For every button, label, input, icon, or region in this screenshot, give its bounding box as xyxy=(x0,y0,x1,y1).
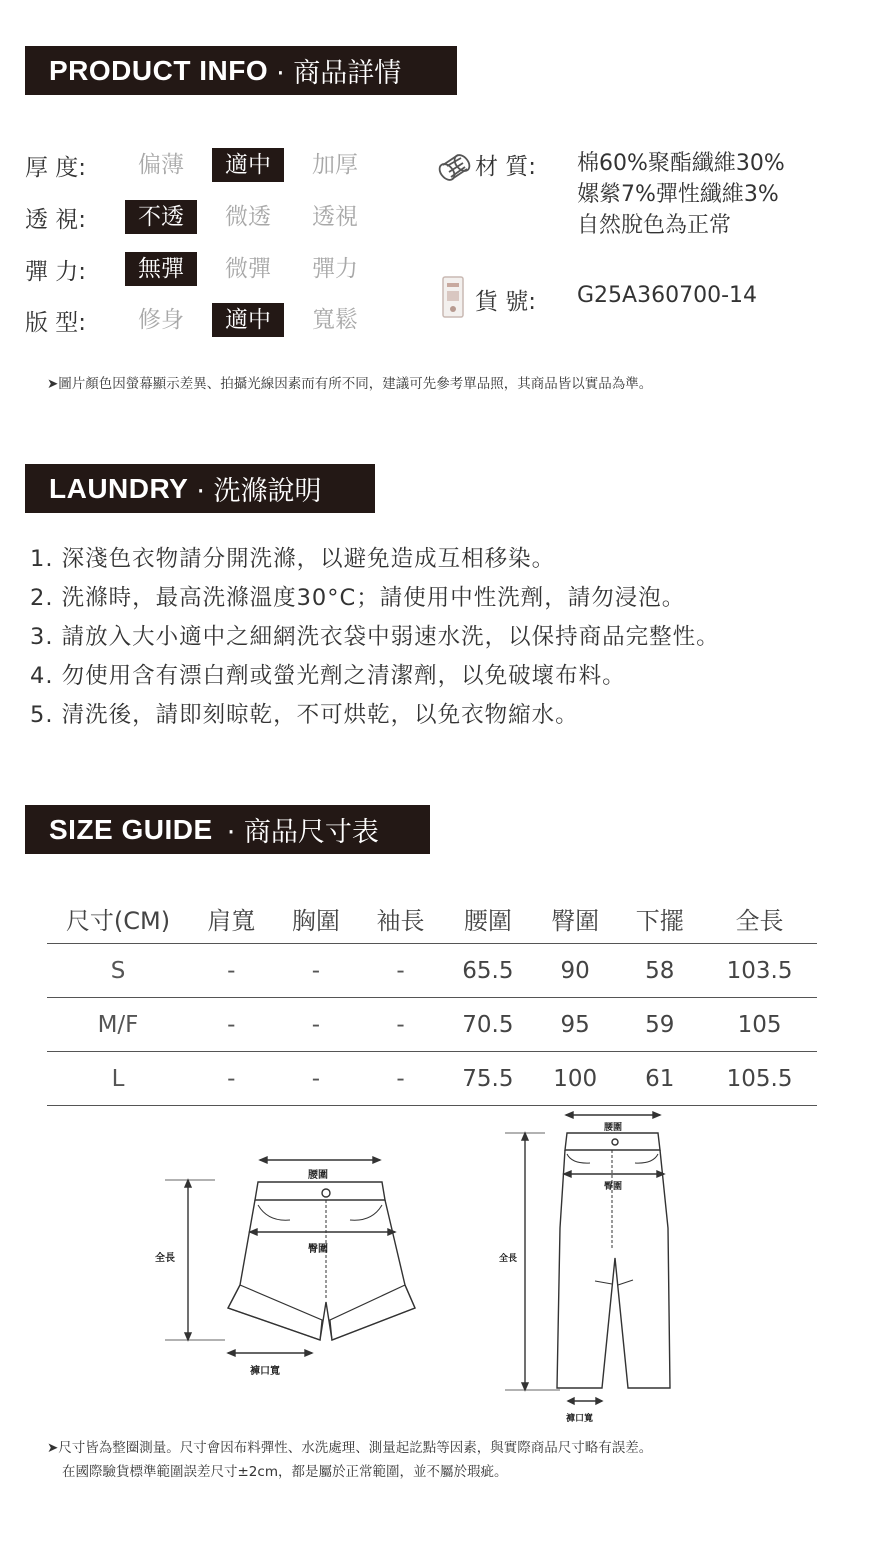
size-table-cell: 105.5 xyxy=(702,1052,817,1106)
size-table-cell: 59 xyxy=(618,998,703,1052)
size-note-line2: 在國際驗貨標準範圍誤差尺寸±2cm，都是屬於正常範圍，並不屬於瑕疵。 xyxy=(62,1464,508,1480)
attribute-row xyxy=(25,252,386,286)
size-table-cell: - xyxy=(274,1052,359,1106)
size-guide-title: SIZE GUIDE xyxy=(49,813,213,845)
material-line: 自然脫色為正常 xyxy=(577,213,732,238)
size-note-line1: ➤尺寸皆為整圈測量。尺寸會因布料彈性、水洗處理、測量起訖點等因素，與實際商品尺寸略有誤差。 xyxy=(47,1440,653,1456)
attribute-option: 彈力 xyxy=(312,256,358,282)
shorts-hem-label: 褲口寬 xyxy=(250,1366,280,1377)
column-header: 下擺 xyxy=(618,893,703,944)
attribute-option: 微透 xyxy=(225,204,271,230)
size-table-cell: - xyxy=(358,998,443,1052)
shorts-diagram xyxy=(140,1150,440,1410)
laundry-item: 3. 請放入大小適中之細網洗衣袋中弱速水洗，以保持商品完整性。 xyxy=(30,624,720,650)
size-table-cell: - xyxy=(189,944,274,998)
attribute-label: 版 型: xyxy=(25,309,87,336)
yarn-spool-icon xyxy=(437,152,473,184)
material-line: 嫘縈7%彈性纖維3% xyxy=(577,182,779,207)
size-guide-subtitle: · 商品尺寸表 xyxy=(226,817,379,848)
size-table-cell: - xyxy=(189,1052,274,1106)
column-header: 尺寸(CM) xyxy=(47,893,189,944)
size-table-cell: 103.5 xyxy=(702,944,817,998)
size-table-cell: - xyxy=(358,944,443,998)
laundry-header xyxy=(25,464,375,513)
size-table-cell: 90 xyxy=(533,944,618,998)
attribute-label: 厚 度: xyxy=(25,154,87,181)
size-table-cell: 70.5 xyxy=(443,998,533,1052)
pants-length-label: 全長 xyxy=(499,1254,518,1264)
column-header: 腰圍 xyxy=(443,893,533,944)
column-header: 肩寬 xyxy=(189,893,274,944)
sku-block xyxy=(437,275,857,319)
attribute-option-selected: 不透 xyxy=(125,200,197,234)
attribute-option: 偏薄 xyxy=(138,152,184,178)
size-guide-header xyxy=(25,805,430,854)
size-table xyxy=(47,893,817,1106)
size-table-cell: M/F xyxy=(47,998,189,1052)
attribute-option-selected: 適中 xyxy=(212,148,284,182)
product-info-subtitle: · 商品詳情 xyxy=(276,58,402,89)
column-header: 袖長 xyxy=(358,893,443,944)
color-disclaimer: ➤圖片顏色因螢幕顯示差異、拍攝光線因素而有所不同，建議可先參考單品照，其商品皆以實品為準。 xyxy=(47,376,653,392)
tag-icon xyxy=(441,275,467,319)
pants-hip-label: 臀圍 xyxy=(604,1182,623,1192)
size-table-cell: - xyxy=(189,998,274,1052)
attribute-row xyxy=(25,200,386,234)
product-info-title: PRODUCT INFO xyxy=(49,54,269,86)
pants-hem-label: 褲口寬 xyxy=(566,1414,594,1424)
size-table-header-row xyxy=(47,893,817,944)
laundry-item: 1. 深淺色衣物請分開洗滌，以避免造成互相移染。 xyxy=(30,546,556,572)
size-table-row xyxy=(47,944,817,998)
laundry-item: 4. 勿使用含有漂白劑或螢光劑之清潔劑，以免破壞布料。 xyxy=(30,663,626,689)
product-info-header xyxy=(25,46,457,95)
column-header: 臀圍 xyxy=(533,893,618,944)
attribute-option: 微彈 xyxy=(225,256,271,282)
attribute-option: 加厚 xyxy=(312,152,358,178)
size-table-cell: 58 xyxy=(618,944,703,998)
attribute-option: 透視 xyxy=(312,204,358,230)
shorts-waist-label: 腰圍 xyxy=(308,1170,328,1181)
size-table-cell: - xyxy=(358,1052,443,1106)
size-table-cell: S xyxy=(47,944,189,998)
laundry-item: 5. 清洗後，請即刻晾乾，不可烘乾，以免衣物縮水。 xyxy=(30,702,579,728)
shorts-length-label: 全長 xyxy=(155,1253,175,1264)
attribute-row xyxy=(25,303,386,337)
size-table-cell: - xyxy=(274,944,359,998)
attribute-row xyxy=(25,148,386,182)
laundry-title: LAUNDRY xyxy=(49,472,189,504)
size-table-cell: - xyxy=(274,998,359,1052)
size-table-cell: 95 xyxy=(533,998,618,1052)
attribute-option-selected: 適中 xyxy=(212,303,284,337)
pants-waist-label: 腰圍 xyxy=(604,1123,623,1133)
material-label: 材 質: xyxy=(475,154,537,180)
attribute-label: 彈 力: xyxy=(25,258,87,285)
shorts-hip-label: 臀圍 xyxy=(308,1244,328,1255)
material-line: 棉60%聚酯纖維30% xyxy=(577,151,785,176)
size-table-cell: 105 xyxy=(702,998,817,1052)
attribute-label: 透 視: xyxy=(25,206,87,233)
laundry-subtitle: · 洗滌說明 xyxy=(196,476,322,507)
column-header: 全長 xyxy=(702,893,817,944)
size-table-cell: 100 xyxy=(533,1052,618,1106)
size-table-cell: 61 xyxy=(618,1052,703,1106)
attribute-option: 修身 xyxy=(138,307,184,333)
size-table-cell: L xyxy=(47,1052,189,1106)
size-table-row xyxy=(47,998,817,1052)
laundry-item: 2. 洗滌時，最高洗滌溫度30°C；請使用中性洗劑，請勿浸泡。 xyxy=(30,585,686,611)
size-table-cell: 75.5 xyxy=(443,1052,533,1106)
column-header: 胸圍 xyxy=(274,893,359,944)
attribute-option-selected: 無彈 xyxy=(125,252,197,286)
laundry-list xyxy=(30,540,720,735)
size-table-cell: 65.5 xyxy=(443,944,533,998)
sku-label: 貨 號: xyxy=(475,289,537,315)
pants-diagram xyxy=(500,1108,700,1418)
attribute-option: 寬鬆 xyxy=(312,307,358,333)
sku-value: G25A360700-14 xyxy=(577,283,758,308)
size-table-row xyxy=(47,1052,817,1106)
